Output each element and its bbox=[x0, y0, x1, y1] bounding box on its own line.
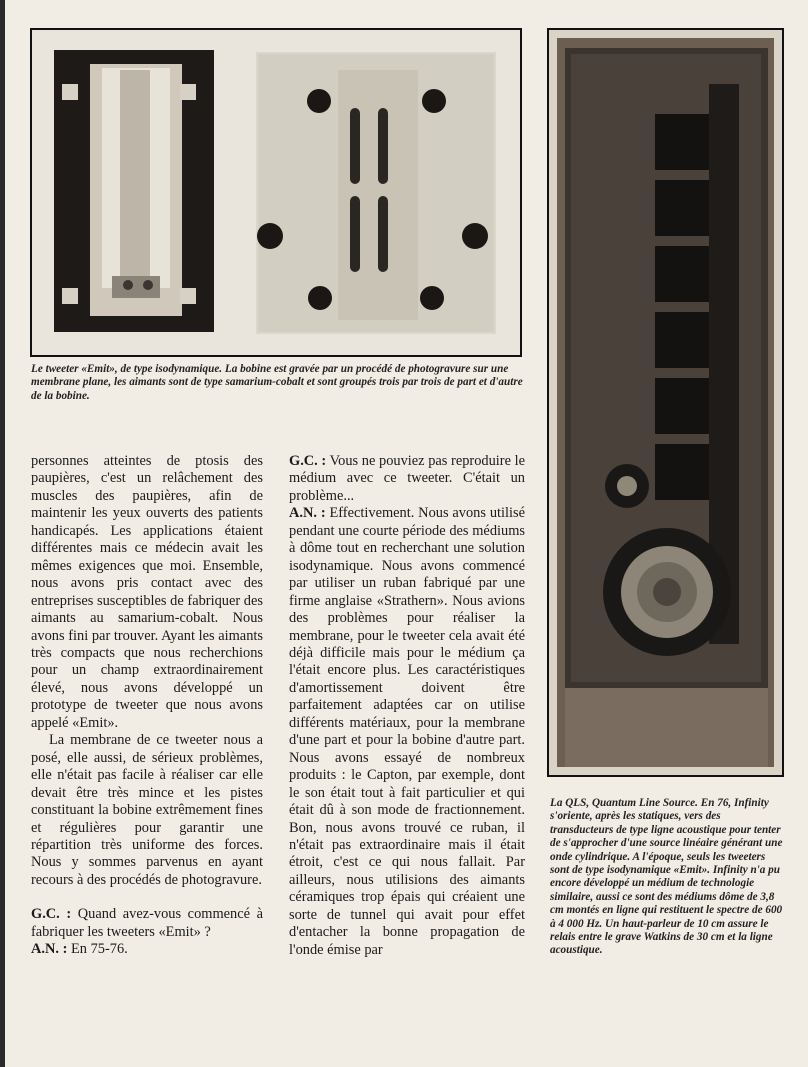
answer-an bbox=[289, 505, 525, 959]
question-text: Quand avez-vous commencé à fabriquer les tweeters «Emit» ? bbox=[31, 906, 263, 940]
answer-text: En 75-76. bbox=[70, 941, 128, 958]
qls-speaker-photo bbox=[547, 28, 784, 777]
speaker-an: A.N. : bbox=[31, 941, 68, 958]
question-gc bbox=[31, 906, 263, 941]
answer-an bbox=[31, 941, 263, 958]
question-gc bbox=[289, 453, 525, 505]
speaker-gc: G.C. : bbox=[289, 453, 327, 469]
speaker-an: A.N. : bbox=[289, 505, 326, 522]
qls-photo-caption: La QLS, Quantum Line Source. En 76, Infinity s'oriente, après les statiques, vers des transducteurs de type ligne acoustique pour tenter de s'approcher d'une source linéaire générant une onde cylindrique. A l'époque, seuls les tweeters sont de type isodynamique «Emit». Infinity n'a pu encore développé un médium de technologie similaire, aussi ce sont des médiums dôme de 3,8 cm montés en ligne qui restituent le spectre de 600 à 4 000 Hz. Un haut-parleur de 10 cm assure le relais entre le grave Watkins de 30 cm et la ligne acoustique. bbox=[550, 797, 783, 957]
question-text: Vous ne pouviez pas reproduire le médium avec ce tweeter. C'était un problème... bbox=[289, 453, 525, 504]
paragraph: La membrane de ce tweeter nous a posé, elle aussi, de sérieux problèmes, elle n'était pas facile à réaliser car elle devait être très mince et les pistes constituant la bobine extrêmement fines et régulières pour garantir une répartition très uniforme des forces. Nous y sommes parvenus en ayant recours à des procédés de photogravure. bbox=[31, 732, 263, 888]
page-binding-edge bbox=[0, 0, 5, 1067]
answer-text: Effectivement. Nous avons utilisé pendant une courte période des médiums à dôme tout en recherchant une solution isodynamique. Nous avons commencé par utiliser un ruban fabriqué par une firme anglaise «Strathern». Nous avions des problèmes pour réaliser la membrane, pour le tweeter cela avait été déjà difficile mais pour le médium ça l'était encore plus. Les caractéristiques d'amortissement doivent être parfaitement adaptées car on utilise différents matériaux, pour la membrane d'une part et pour la bobine d'autre part. Nous avons essayé de nombreux produits : le Capton, par exemple, dont le son était tout à fait particulier et qui était dû à son mode de fractionnement. Bon, nous avons trouvé ce ruban, il n'était pas extraordinaire mais il était étroit, c'est ce qui nous fallait. Par ailleurs, nous utilisions des aimants céramiques trop épais qui créaient une sorte de tunnel qui avait pour effet d'entacher la bonne propagation de l'onde émise par bbox=[289, 505, 525, 958]
paragraph: personnes atteintes de ptosis des paupières, c'est un relâchement des muscles des paupières, afin de maintenir les yeux ouverts des patients handicapés. Les applications étaient différentes mais ce médecin avait les mêmes exigences que moi. Ensemble, nous avons pris contact avec des entreprises susceptibles de fabriquer des aimants au samarium-cobalt. Nous avons fini par trouver. Ayant les aimants très compacts que nous recherchions pour un champ extraordinairement élevé, nous avons développé un prototype de tweeter que nous avons appelé «Emit». bbox=[31, 453, 263, 731]
text-column-1 bbox=[31, 453, 263, 959]
tweeter-photo bbox=[30, 28, 522, 357]
speaker-gc: G.C. : bbox=[31, 906, 72, 923]
tweeter-photo-caption: Le tweeter «Emit», de type isodynamique. La bobine est gravée par un procédé de photogravure sur une membrane plane, les aimants sont de type samarium-cobalt et sont groupés trois par trois de part et d'autre de la bobine. bbox=[31, 363, 523, 402]
text-column-2 bbox=[289, 453, 525, 959]
